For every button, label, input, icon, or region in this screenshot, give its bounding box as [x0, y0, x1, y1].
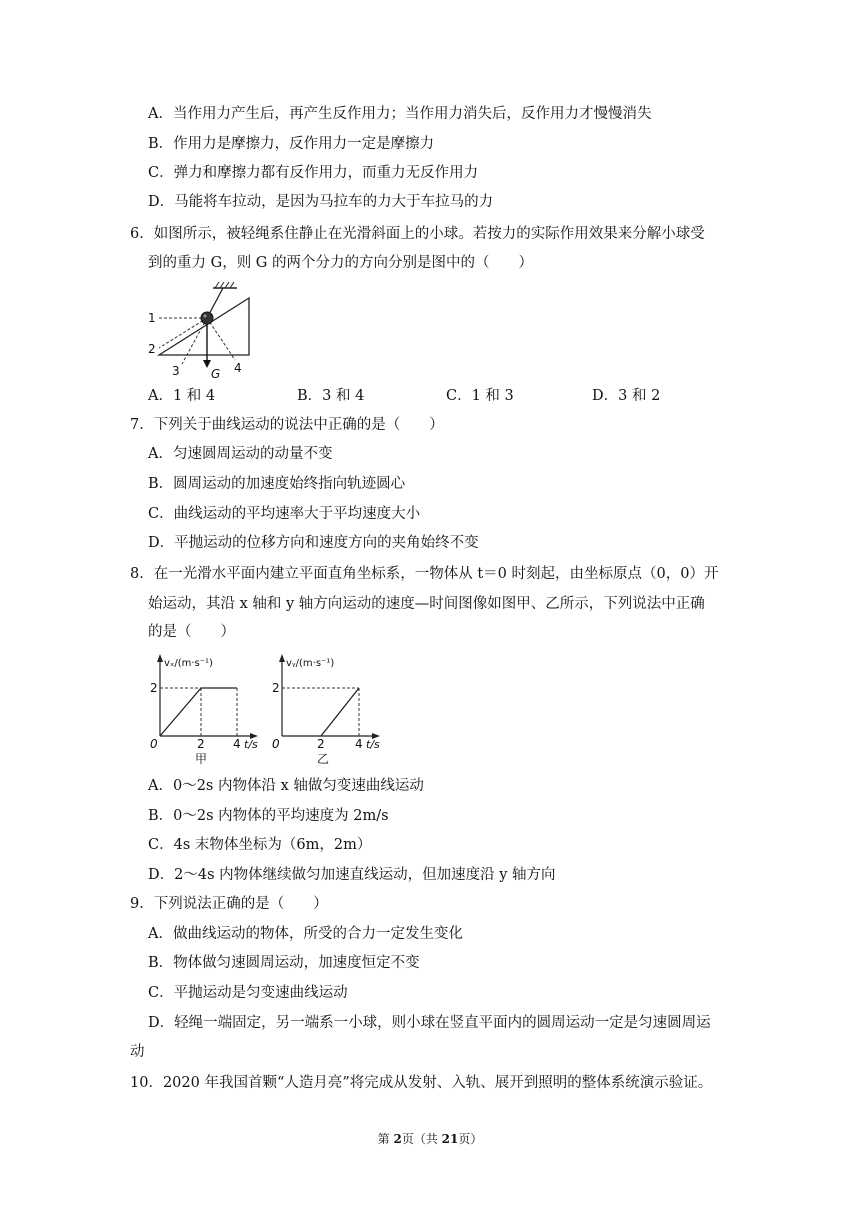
- graph-jia-ylabel: vₓ/(m·s⁻¹): [164, 658, 213, 669]
- q8-graph-yi: [270, 650, 390, 770]
- q9-option-d-wrap: 动: [130, 1044, 145, 1060]
- q10-stem: 10．2020 年我国首颗“人造月亮”将完成从发射、入轨、展开到照明的整体系统演示验证。: [130, 1075, 713, 1091]
- q6-stem-line2: 到的重力 G，则 G 的两个分力的方向分别是图中的（ ）: [148, 255, 533, 271]
- q9-option-b: B．物体做匀速圆周运动，加速度恒定不变: [148, 955, 420, 971]
- graph-jia-xlabel: t/s: [244, 738, 258, 751]
- q8-graph-jia: [148, 650, 268, 770]
- graph-yi-origin: 0: [272, 737, 280, 751]
- q9-option-a: A．做曲线运动的物体，所受的合力一定发生变化: [148, 926, 463, 942]
- figure-label-4: 4: [234, 361, 242, 375]
- q6-option-a: A．1 和 4: [148, 388, 216, 404]
- q8-option-d: D．2～4s 内物体继续做匀加速直线运动，但加速度沿 y 轴方向: [148, 867, 556, 883]
- q9-stem: 9．下列说法正确的是（ ）: [130, 896, 328, 912]
- q6-option-c: C．1 和 3: [446, 388, 514, 404]
- graph-yi-xlabel: t/s: [366, 738, 380, 751]
- q8-stem-line2: 始运动，其沿 x 轴和 y 轴方向运动的速度—时间图像如图甲、乙所示，下列说法中正确: [148, 596, 705, 612]
- q8-option-b: B．0～2s 内物体的平均速度为 2m/s: [148, 808, 389, 824]
- graph-yi-ylabel: vᵧ/(m·s⁻¹): [286, 658, 335, 669]
- graph-yi-x-tick-4: 4: [355, 737, 363, 751]
- q7-option-c: C．曲线运动的平均速率大于平均速度大小: [148, 506, 421, 522]
- footer-page-number: 2: [393, 1132, 402, 1146]
- q8-stem-line3: 的是（ ）: [148, 624, 235, 640]
- graph-jia-x-tick-2: 2: [197, 737, 205, 751]
- figure-label-1: 1: [148, 311, 156, 325]
- q5-option-a: A．当作用力产生后，再产生反作用力；当作用力消失后，反作用力才慢慢消失: [148, 106, 652, 122]
- q6-option-d: D．3 和 2: [592, 388, 661, 404]
- q9-option-d: D．轻绳一端固定，另一端系一小球，则小球在竖直平面内的圆周运动一定是匀速圆周运: [148, 1015, 711, 1031]
- graph-jia-caption: 甲: [195, 752, 208, 766]
- page-footer: [0, 1130, 860, 1148]
- footer-prefix: 第: [377, 1132, 394, 1146]
- graph-jia-y-tick: 2: [150, 681, 158, 695]
- q7-option-b: B．圆周运动的加速度始终指向轨迹圆心: [148, 476, 406, 492]
- q8-option-a: A．0～2s 内物体沿 x 轴做匀变速曲线运动: [148, 778, 424, 794]
- q7-option-d: D．平抛运动的位移方向和速度方向的夹角始终不变: [148, 535, 479, 551]
- q5-option-d: D．马能将车拉动，是因为马拉车的力大于车拉马的力: [148, 194, 494, 210]
- figure-label-3: 3: [172, 364, 180, 378]
- graph-yi-caption: 乙: [317, 752, 330, 766]
- graph-jia-origin: 0: [150, 737, 158, 751]
- q6-incline-figure: [145, 280, 265, 382]
- q9-option-c: C．平抛运动是匀变速曲线运动: [148, 985, 348, 1001]
- q6-options: [148, 386, 748, 408]
- q5-option-b: B．作用力是摩擦力，反作用力一定是摩擦力: [148, 136, 435, 152]
- q7-option-a: A．匀速圆周运动的动量不变: [148, 446, 333, 462]
- graph-yi-y-tick: 2: [272, 681, 280, 695]
- footer-total-pages: 21: [441, 1132, 459, 1146]
- q5-option-c: C．弹力和摩擦力都有反作用力，而重力无反作用力: [148, 165, 479, 181]
- footer-mid: 页（共: [401, 1132, 442, 1146]
- footer-suffix: 页）: [458, 1132, 483, 1146]
- graph-yi-x-tick-2: 2: [317, 737, 325, 751]
- graph-jia-x-tick-4: 4: [233, 737, 241, 751]
- q6-stem-line1: 6．如图所示，被轻绳系住静止在光滑斜面上的小球。若按力的实际作用效果来分解小球受: [130, 226, 705, 242]
- figure-label-2: 2: [148, 342, 156, 356]
- figure-label-g: G: [211, 367, 221, 381]
- q7-stem: 7．下列关于曲线运动的说法中正确的是（ ）: [130, 417, 444, 433]
- q8-option-c: C．4s 末物体坐标为（6m，2m）: [148, 837, 372, 853]
- q8-stem-line1: 8．在一光滑水平面内建立平面直角坐标系，一物体从 t＝0 时刻起，由坐标原点（0，0）开: [130, 566, 719, 582]
- q6-option-b: B．3 和 4: [297, 388, 365, 404]
